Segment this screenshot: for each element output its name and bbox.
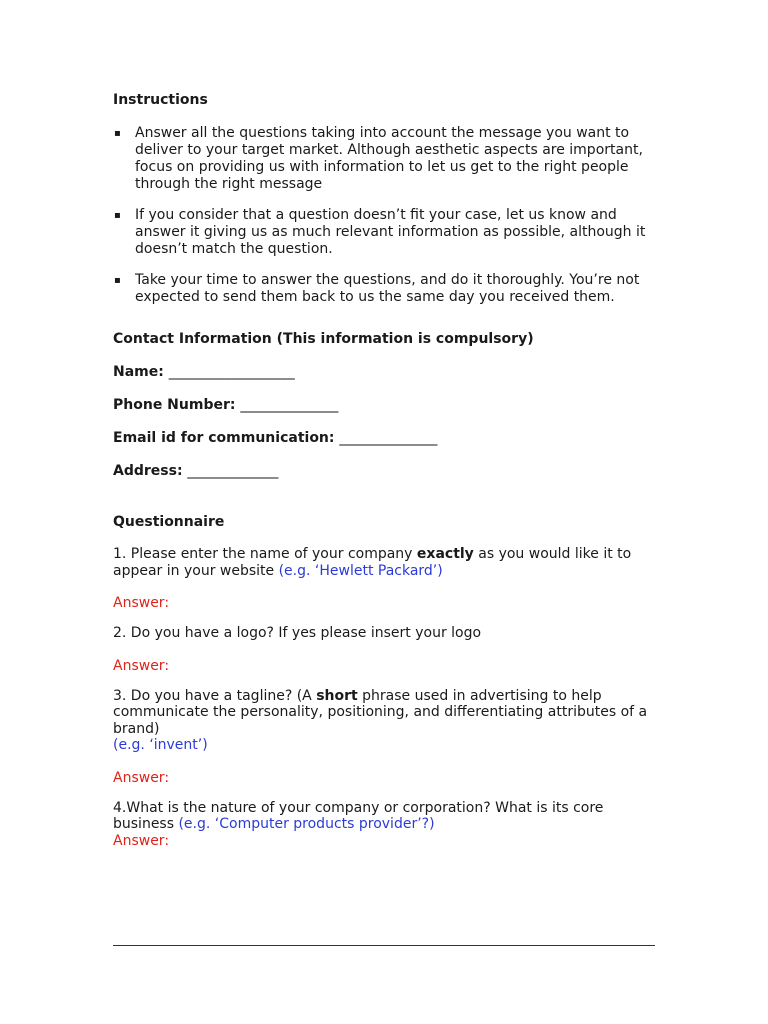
instruction-text: If you consider that a question doesn’t fit your case, let us know and answer it giving us as much relevant information as possible, although it doesn’t match the question.: [135, 207, 646, 257]
question-text: as you would like it to appear in your website: [113, 546, 632, 579]
instruction-text: Take your time to answer the questions, and do it thoroughly. You’re not expected to send them back to us the same day you received them.: [135, 272, 640, 305]
document-page: [113, 90, 658, 850]
field-label: Address:: [113, 463, 183, 479]
answer-label-3[interactable]: Answer:: [113, 769, 170, 786]
question-text: phrase used in advertising to help communicate the personality, positioning, and differentiating attributes of a brand): [113, 687, 648, 737]
question-4: [113, 800, 658, 833]
question-3: [113, 688, 658, 754]
field-blank[interactable]: ______________: [240, 397, 339, 413]
answer-label-1[interactable]: Answer:: [113, 595, 170, 611]
square-bullet-icon: ▪: [114, 128, 121, 139]
footer-divider: [113, 945, 655, 946]
phone-field[interactable]: [113, 395, 658, 415]
field-blank[interactable]: __________________: [168, 364, 295, 380]
question-text: 2. Do you have a logo? If yes please insert your logo: [113, 625, 482, 641]
answer-label-4[interactable]: Answer:: [113, 832, 170, 849]
question-text: 1. Please enter the name of your company: [113, 546, 417, 562]
field-blank[interactable]: _____________: [187, 463, 279, 479]
questionnaire-heading: Questionnaire: [113, 514, 225, 530]
email-field[interactable]: [113, 428, 658, 448]
question-emphasis: short: [316, 687, 358, 704]
question-text: 3. Do you have a tagline? (A: [113, 687, 317, 704]
question-text: 4.What is the nature of your company or corporation? What is its core business: [113, 799, 604, 832]
square-bullet-icon: ▪: [114, 275, 121, 286]
field-label: Name:: [113, 364, 164, 380]
square-bullet-icon: ▪: [114, 210, 121, 221]
question-emphasis: exactly: [416, 546, 474, 562]
field-label: Phone Number:: [113, 397, 236, 413]
list-item: [113, 207, 658, 258]
question-example: (e.g. ‘Computer products provider’?): [178, 816, 435, 832]
instructions-heading: Instructions: [113, 92, 208, 108]
answer-label-2[interactable]: Answer:: [113, 657, 170, 674]
field-label: Email id for communication:: [113, 430, 335, 446]
question-1: [113, 546, 658, 579]
question-2: [113, 625, 658, 642]
list-item: [113, 272, 658, 306]
list-item: [113, 125, 658, 193]
name-field[interactable]: [113, 362, 658, 382]
contact-heading: Contact Information (This information is compulsory): [113, 331, 534, 347]
question-example: (e.g. ‘invent’): [113, 737, 208, 753]
instruction-text: Answer all the questions taking into account the message you want to deliver to your target market. Although aesthetic aspects are important, focus on providing us with information to let us get to the right people through the right message: [135, 125, 643, 192]
field-blank[interactable]: ______________: [339, 430, 438, 446]
address-field[interactable]: [113, 461, 658, 481]
question-example: (e.g. ‘Hewlett Packard’): [278, 562, 443, 579]
instructions-list: [113, 125, 658, 306]
